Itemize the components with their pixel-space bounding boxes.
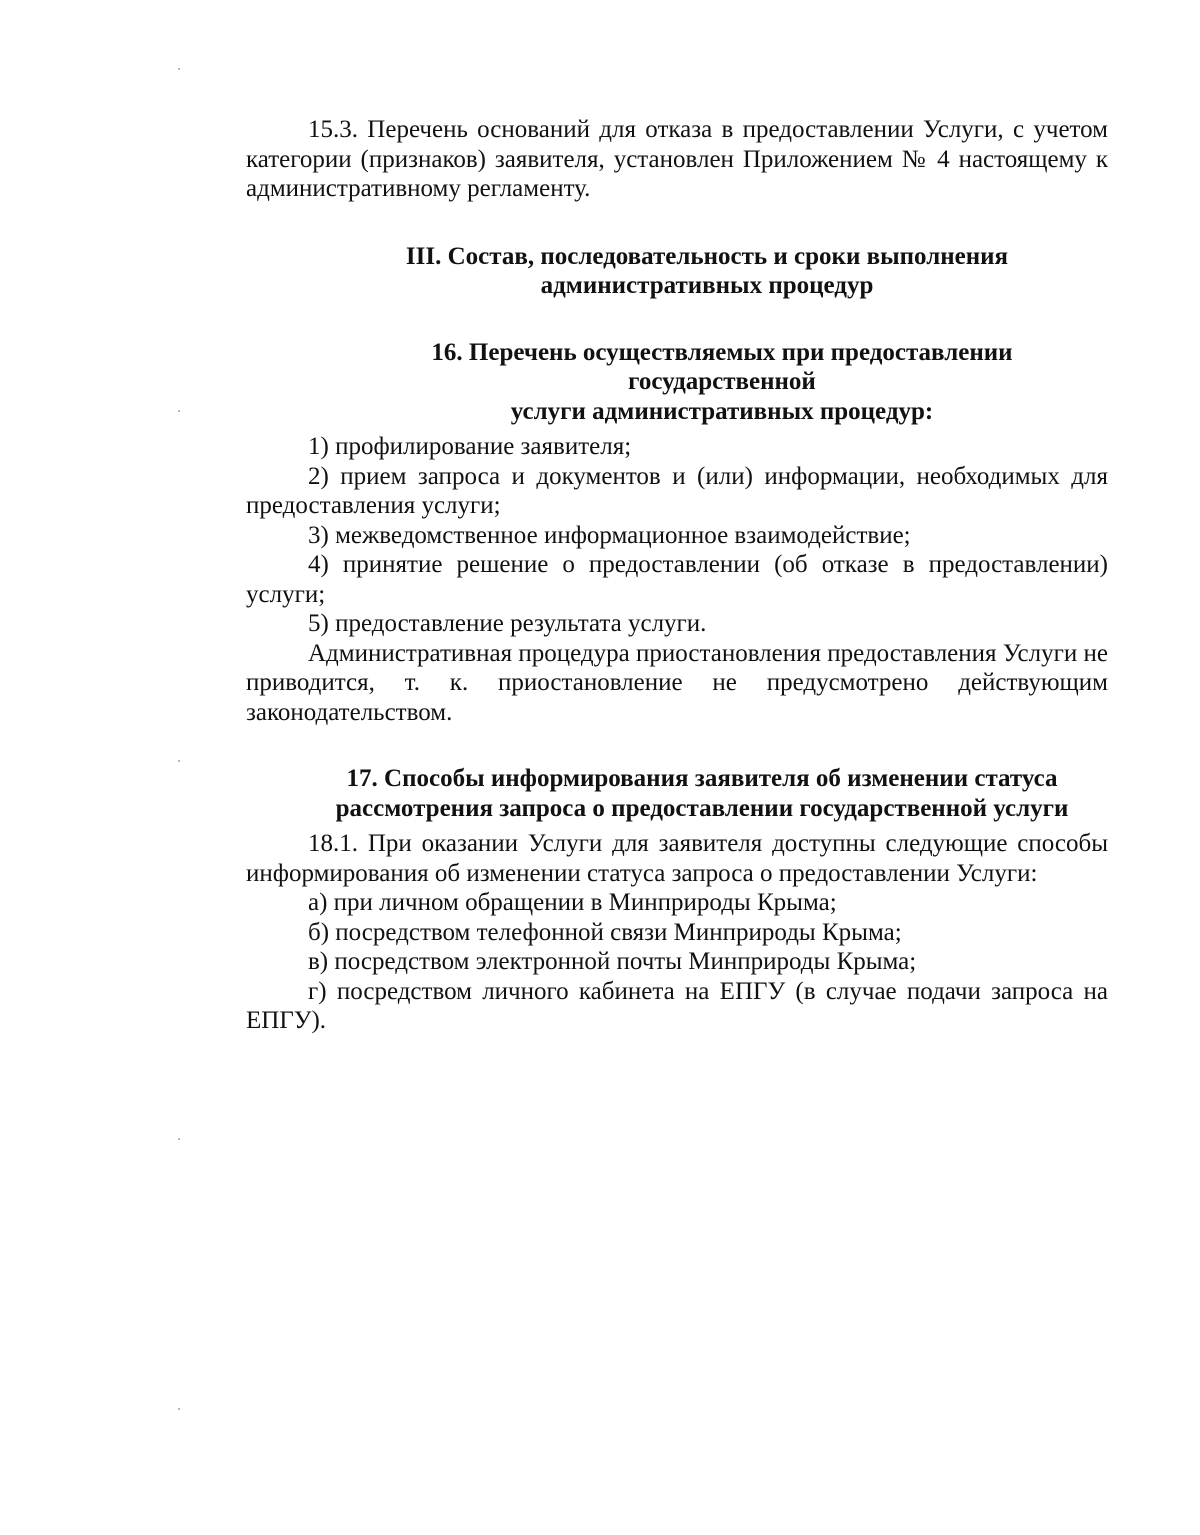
document-body — [246, 115, 1108, 1036]
procedure-list — [246, 432, 1108, 639]
list-item: в) посредством электронной почты Минприроды Крыма; — [308, 948, 917, 975]
section-16-heading-line1: 16. Перечень осуществляемых при предоставлении государственной — [431, 338, 1013, 395]
paragraph-15-3: 15.3. Перечень оснований для отказа в предоставлении Услуги, с учетом категории (признаков) заявителя, установлен Приложением № 4 настоящему к административному регламенту. — [246, 116, 1108, 202]
section-16-heading-line2: услуги административных процедур: — [510, 397, 934, 425]
scan-mark — [178, 1138, 180, 1140]
method-list — [246, 888, 1108, 1036]
section-17-heading — [246, 764, 1108, 823]
scan-mark — [178, 68, 180, 70]
scan-mark — [178, 1408, 180, 1410]
section-16-heading — [246, 338, 1108, 427]
list-item: 2) прием запроса и документов и (или) информации, необходимых для предоставления услуги; — [246, 462, 1108, 519]
section-3-heading-line2: административных процедур — [540, 272, 874, 299]
list-item: 4) принятие решение о предоставлении (об отказе в предоставлении) услуги; — [246, 551, 1108, 608]
section-17-heading-line1: 17. Способы информирования заявителя об изменении статуса — [346, 765, 1058, 792]
list-item: б) посредством телефонной связи Минприроды Крыма; — [308, 918, 902, 946]
list-item: 5) предоставление результата услуги. — [308, 610, 707, 637]
section-3-heading-line1: III. Состав, последовательность и сроки выполнения — [405, 242, 1009, 270]
list-item: а) при личном обращении в Минприроды Крыма; — [308, 889, 837, 916]
section-17-heading-line2: рассмотрения запроса о предоставлении государственной услуги — [335, 794, 1069, 822]
list-item: г) посредством личного кабинета на ЕПГУ (в случае подачи запроса на ЕПГУ). — [246, 977, 1108, 1034]
scan-mark — [178, 760, 180, 762]
suspension-note: Административная процедура приостановления предоставления Услуги не приводится, т. к. приостановление не предусмотрено действующим законодательством. — [246, 639, 1108, 726]
scan-mark — [178, 410, 180, 412]
paragraph-18-1: 18.1. При оказании Услуги для заявителя доступны следующие способы информирования об изменении статуса запроса о предоставлении Услуги: — [246, 830, 1108, 887]
list-item: 3) межведомственное информационное взаимодействие; — [308, 521, 911, 549]
section-3-heading — [246, 242, 1108, 301]
list-item: 1) профилирование заявителя; — [308, 433, 632, 460]
